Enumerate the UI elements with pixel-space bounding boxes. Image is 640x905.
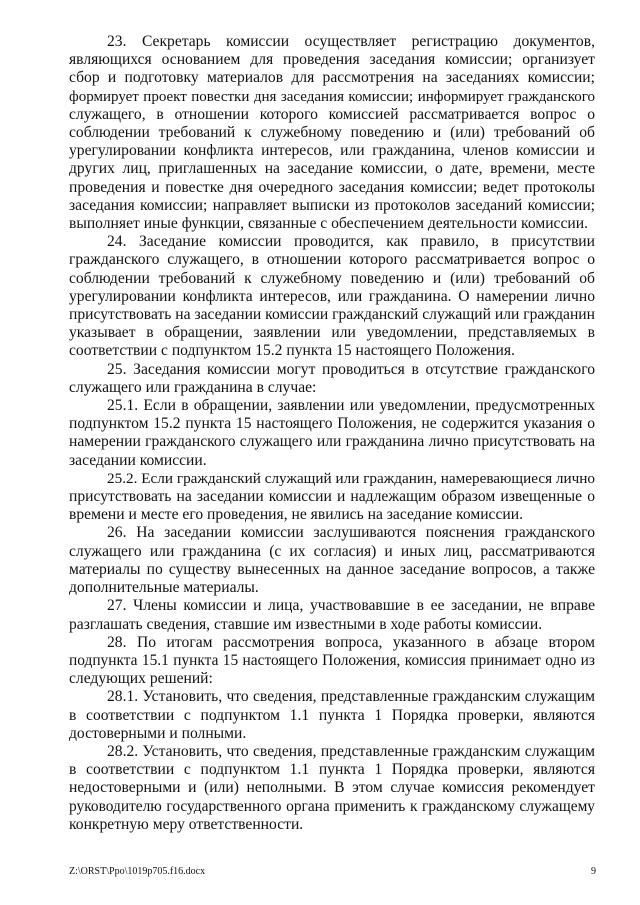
text-line: в соответствии с подпунктом 1.1 пункта 1 Порядка проверки, являются xyxy=(69,706,595,724)
text-line: соответствии с подпунктом 15.2 пункта 15 настоящего Положения. xyxy=(69,342,515,360)
text-line: урегулировании конфликта интересов, или гражданина, членов комиссии и xyxy=(69,142,595,160)
paragraph xyxy=(69,634,595,689)
paragraph xyxy=(69,688,595,743)
text-line: недостоверными и (или) неполными. В этом случае комиссия рекомендует xyxy=(69,779,595,797)
paragraph xyxy=(69,361,595,397)
document-body xyxy=(69,33,595,834)
text-line: 23. Секретарь комиссии осуществляет регистрацию документов, xyxy=(107,33,595,50)
text-line: подпункта 15.1 пункта 15 настоящего Положения, комиссия принимает одно из xyxy=(69,651,595,669)
text-line: присутствовать на заседании комиссии и надлежащим образом извещенные о xyxy=(69,488,595,506)
text-line: урегулировании конфликта интересов, или гражданина. О намерении лично xyxy=(69,287,595,305)
paragraph xyxy=(69,743,595,834)
paragraph xyxy=(69,524,595,597)
text-line: 27. Члены комиссии и лица, участвовавшие в ее заседании, не вправе xyxy=(107,597,595,615)
text-line: 28.2. Установить, что сведения, представленные гражданским служащим xyxy=(107,742,595,760)
text-line: времени и месте его проведения, не явились на заседание комиссии. xyxy=(69,506,523,524)
text-line: заседания комиссии; направляет выписки из протоколов заседаний комиссии; xyxy=(69,196,595,214)
text-line: указывает в обращении, заявлении или уведомлении, представляемых в xyxy=(69,324,595,342)
paragraph xyxy=(69,233,595,360)
text-line: 25.1. Если в обращении, заявлении или уведомлении, предусмотренных xyxy=(107,397,595,415)
text-line: подпунктом 15.2 пункта 15 настоящего Положения, не содержится указания о xyxy=(69,415,595,433)
text-line: 24. Заседание комиссии проводится, как правило, в присутствии xyxy=(107,233,595,251)
text-line: служащего или гражданина в случае: xyxy=(69,378,317,396)
text-line: конкретную меру ответственности. xyxy=(69,815,304,833)
text-line: разглашать сведения, ставшие им известными в ходе работы комиссии. xyxy=(69,615,543,633)
text-line: намерении гражданского служащего или гражданина лично присутствовать на xyxy=(69,433,595,451)
text-line: в соответствии с подпунктом 1.1 пункта 1 Порядка проверки, являются xyxy=(69,761,595,779)
text-line: соблюдении требований к служебному поведению и (или) требований об xyxy=(69,124,595,142)
text-line: заседании комиссии. xyxy=(69,451,207,469)
text-line: 25.2. Если гражданский служащий или гражданин, намеревающиеся лично xyxy=(107,469,595,487)
text-line: проведения и повестке дня очередного заседания комиссии; ведет протоколы xyxy=(69,178,595,196)
text-line: 26. На заседании комиссии заслушиваются пояснения гражданского xyxy=(107,524,595,542)
text-line: руководителю государственного органа применить к гражданскому служащему xyxy=(69,797,595,815)
text-line: выполняет иные функции, связанные с обеспечением деятельности комиссии. xyxy=(69,215,588,233)
paragraph xyxy=(69,597,595,633)
text-line: служащего или гражданина (с их согласия) и иных лиц, рассматриваются xyxy=(69,542,595,560)
footer-file-path: Z:\ORST\Ppo\1019p705.f16.docx xyxy=(69,866,206,877)
paragraph xyxy=(69,33,595,233)
page-number: 9 xyxy=(591,866,596,877)
text-line: других лиц, приглашенных на заседание комиссии, о дате, времени, месте xyxy=(69,160,595,178)
paragraph xyxy=(69,397,595,470)
text-line: дополнительные материалы. xyxy=(69,579,259,597)
text-line: сбор и подготовку материалов для рассмотрения на заседаниях комиссии; xyxy=(69,69,595,87)
text-line: присутствовать на заседании комиссии гражданский служащий или гражданин xyxy=(69,306,595,324)
text-line: следующих решений: xyxy=(69,670,213,688)
text-line: 28.1. Установить, что сведения, представленные гражданским служащим xyxy=(107,688,595,706)
text-line: формирует проект повестки дня заседания комиссии; информирует гражданского xyxy=(69,88,595,105)
text-line: гражданского служащего, в отношении которого рассматривается вопрос о xyxy=(69,251,595,269)
text-line: являющихся основанием для проведения заседания комиссии; организует xyxy=(69,51,595,69)
text-line: соблюдении требований к служебному поведению и (или) требований об xyxy=(69,269,595,287)
text-line: материалы по существу вынесенных на данное заседание вопросов, а также xyxy=(69,560,595,578)
text-line: 28. По итогам рассмотрения вопроса, указанного в абзаце втором xyxy=(107,633,595,651)
text-line: 25. Заседания комиссии могут проводиться в отсутствие гражданского xyxy=(107,360,595,378)
paragraph xyxy=(69,470,595,525)
text-line: служащего, в отношении которого комиссией рассматривается вопрос о xyxy=(69,105,595,123)
text-line: достоверными и полными. xyxy=(69,724,247,742)
